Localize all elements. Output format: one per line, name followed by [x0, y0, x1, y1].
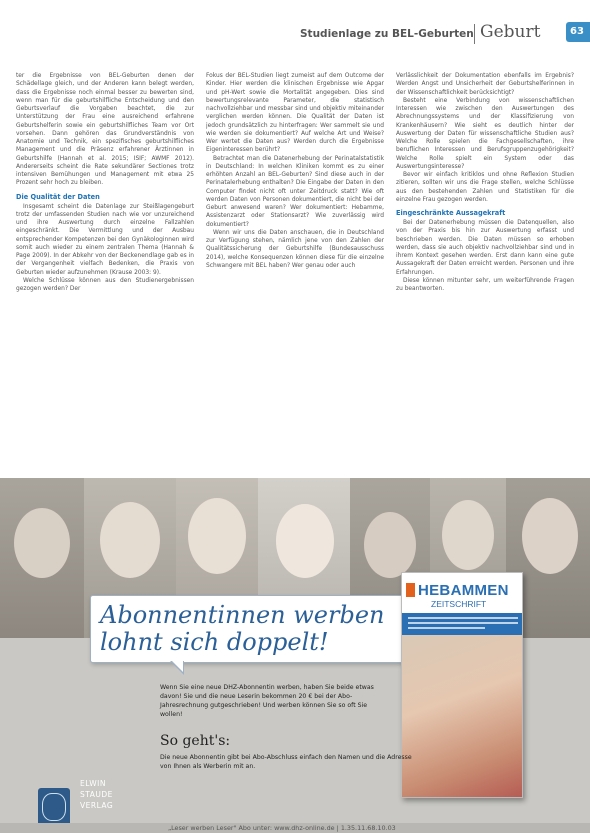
- ad-footer-text: „Leser werben Leser" Abo unter: www.dhz-online.de | 1.35.11.68.10.03: [168, 824, 396, 832]
- running-title: Studienlage zu BEL-Geburten: [300, 28, 474, 40]
- headline-line-2: lohnt sich doppelt!: [100, 628, 329, 656]
- face-shape: [276, 504, 334, 578]
- header-divider: [474, 24, 475, 44]
- headline-line-1: Abonnentinnen werben: [100, 601, 385, 629]
- portrait-photo: [0, 478, 84, 638]
- article-body: [16, 72, 574, 460]
- face-shape: [100, 502, 160, 578]
- ad-headline: [100, 602, 400, 656]
- face-shape: [188, 498, 246, 574]
- magazine-cover-lines: [408, 617, 518, 632]
- paragraph: Diese können mitunter sehr, um weiterführende Fragen zu beantworten.: [396, 277, 574, 292]
- paragraph: Verlässlichkeit der Dokumentation ebenfalls im Ergebnis? Werden Angst und Unsicherheit der Geburtshelferinnen in der Wissenschaftlichkeit berücksichtigt?: [396, 73, 574, 96]
- section-name: Geburt: [480, 22, 541, 42]
- face-shape: [442, 500, 494, 570]
- subheading-limited-significance: Eingeschränkte Aussagekraft: [396, 209, 506, 217]
- article-column-3: [396, 72, 574, 460]
- how-it-works-heading: So geht's:: [160, 733, 231, 749]
- paragraph: Welche Schlüsse können aus den Studienergebnissen gezogen werden? Der: [16, 277, 194, 292]
- face-shape: [522, 498, 578, 574]
- subheading-data-quality: Die Qualität der Daten: [16, 192, 100, 201]
- how-it-works-text: Die neue Abonnentin gibt bei Abo-Abschluss einfach den Namen und die Adresse von Ihnen als Werberin mit an.: [160, 754, 412, 770]
- magazine-subtitle: ZEITSCHRIFT: [431, 599, 487, 609]
- paragraph: Insgesamt scheint die Datenlage zur Steißlagengeburt trotz der umfassenden Studien nach wie vor unzureichend und ihre Auswertung durch einzelne Fallzahlen eingeschränkt. Die Vermittlung und der Ausbau entsprechender Kompetenzen bei den Gynäkologinnen wird somit auch wieder zu einem zentralen Thema (Hannah & Page 2009). In der Abkehr von der Beckenendlage gab es in der Vergangenheit vielfach Bedenken, die Praxis von Geburten wieder aufzunehmen (Krause 2003: 9).: [16, 203, 194, 276]
- magazine-title: HEBAMMEN: [418, 582, 509, 599]
- paragraph: Fokus der BEL-Studien liegt zumeist auf dem Outcome der Kinder. Hier werden die klinischen Ergebnisse wie Apgar und pH-Wert sowie die Mortalität angegeben. Dies sind bewertungsrelevante Parameter, die statistisch nachvollziehbar und messbar sind und objektiv miteinander verglichen werden können. Die Qualität der Daten ist jedoch grundsätzlich zu hinterfragen: Wer sammelt sie und wie werden sie dokumentiert? Auf welche Art und Weise? Wer wertet die Daten aus? Werden durch die Ergebnisse Eigeninteressen berührt?: [206, 73, 384, 154]
- paragraph: Bei der Datenerhebung müssen die Datenquellen, also von der Praxis bis hin zur Auswertung erfasst und beschrieben werden. Die Daten müssen so erhoben werden, dass sie auch objektiv nachvollziehbar sind und in ihrem Kontext gesehen werden. Erst dann kann eine gute Aussagekraft der Daten erreicht werden. Personen und ihre Erfahrungen.: [396, 220, 574, 276]
- paragraph: Besteht eine Verbindung von wissenschaftlichen Interessen wie zwischen den Auswertungen des Abrechnungssystems und der Klassifizierung von Krankenhäusern? Wie sieht es deutlich hinter der Auswertung der Daten für wissenschaftliche Studien aus? Welche Rolle spielen die Fachgesellschaften, ihre beruflichen Interessen und Berufsgruppenzugehörigkeit? Welche Rolle spielt ein System oder das Auswertungsinteresse?: [396, 97, 574, 170]
- face-shape: [14, 508, 70, 578]
- face-shape: [364, 512, 416, 578]
- publisher-name-line: STAUDE: [80, 790, 113, 799]
- paragraph: ter die Ergebnisse von BEL-Geburten denen der Schädellage gleich, und der Anderen kann belegt werden, dass die Ergebnisse noch einmal besser zu bewerten sind, wenn man für die geburtshilfliche Entscheidung und den Geburtsverlauf die Vorgaben beachtet, die zur Unterstützung der Frau eine ausreichend erfahrene Geburtshelferin sowie ein geburtshilfliches Team vor Ort vorsehen. Dann gehören das Grundverständnis von Anatomie und Technik, ein spezifisches geburtshilfliches Management und die Präsenz erfahrener Ärztinnen in Geburtshilfe (Hannah et al. 2015; ISIF; AWMF 2012). Andererseits scheint die Rate sekundärer Sectiones trotz intensiven Bemühungen und Management mit etwa 25 Prozent sehr hoch zu bleiben.: [16, 73, 194, 187]
- publisher-logo-icon: [38, 788, 70, 826]
- magazine-badge-icon: [406, 583, 415, 597]
- publisher-seal-icon: [42, 793, 66, 821]
- page-number-badge: 63: [566, 22, 590, 42]
- bubble-tail-fill: [172, 661, 183, 672]
- page-header: [0, 0, 590, 52]
- publisher-name-line: VERLAG: [80, 801, 114, 810]
- paragraph: Betrachtet man die Datenerhebung der Perinatalstatistik in Deutschland: In welchen Kliniken kommt es zu einer erhöhten Anzahl an BEL-Geburten? Sind diese auch in der Perinatalerhebung enthalten? Die Eingabe der Daten in den Computer findet nicht oft unter Zeitdruck statt? Wie oft werden Daten von Personen dokumentiert, die nicht bei der Geburt anwesend waren? Wer dokumentiert: Hebamme, Assistenzarzt oder Stationsarzt? Wie zuverlässig wird dokumentiert?: [206, 155, 384, 228]
- subscription-advertisement: [0, 478, 590, 833]
- publisher-name: [80, 778, 113, 811]
- paragraph: Wenn wir uns die Daten anschauen, die in Deutschland zur Verfügung stehen, nämlich jene von den Zahlen der Qualitätssicherung der Geburtshilfe (Bundesausschuss 2014), welche Konsequenzen können diese für die einzelne Schwangere mit BEL haben? Wer genau oder auch: [206, 229, 384, 269]
- publisher-name-line: ELWIN: [80, 779, 106, 788]
- article-column-1: [16, 72, 194, 460]
- magazine-cover-photo: [402, 635, 522, 798]
- ad-body-text: Wenn Sie eine neue DHZ-Abonnentin werben, haben Sie beide etwas davon! Sie und die neue Leserin bekommen 20 € bei der Abo-Jahresrechnung gutgeschrieben! Und werben können Sie so oft Sie wollen!: [160, 684, 374, 718]
- article-column-2: [206, 72, 384, 460]
- paragraph: Bevor wir einfach kritiklos und ohne Reflexion Studien zitieren, sollten wir uns die Frage stellen, welche Schlüsse aus den bestehenden Zahlen und Statistiken für die einzelne Frau gezogen werden.: [396, 172, 574, 203]
